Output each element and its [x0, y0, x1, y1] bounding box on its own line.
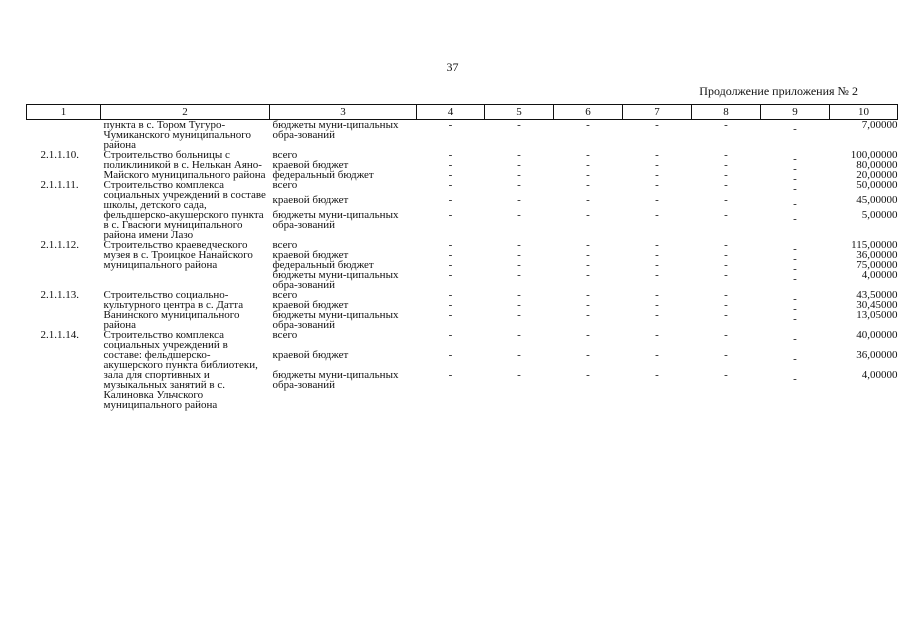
value-col-4: - [448, 259, 453, 271]
value-col-7: - [655, 194, 659, 206]
value-col-5: - [517, 149, 521, 161]
funding-source: краевой бюджет [272, 249, 349, 261]
value-col-9 [761, 195, 830, 210]
funding-source: федеральный бюджет [272, 169, 374, 181]
funding-source: бюджеты муни-ципальных обра-зований [272, 269, 399, 291]
value-col-5: - [517, 309, 521, 321]
value-col-7: - [655, 249, 659, 261]
value-col-9-text: - [793, 163, 797, 175]
page-number: 37 [446, 60, 459, 74]
value-total: 5,00000 [861, 209, 898, 221]
value-col-9 [761, 290, 830, 305]
value-col-6: - [586, 249, 590, 261]
value-col-8: - [724, 369, 728, 381]
value-col-4: - [448, 329, 453, 341]
value-col-9-text: - [793, 243, 797, 255]
value-col-8: - [724, 209, 728, 221]
value-col-8: - [724, 329, 728, 341]
value-col-6: - [586, 239, 590, 251]
header-cell: 8 [692, 105, 761, 120]
value-total: 40,00000 [856, 329, 898, 341]
value-total: 80,00000 [856, 159, 898, 171]
value-col-4: - [448, 289, 453, 301]
item-name: Строительство комплекса социальных учреждений в составе: фельдшерско-акушерского пункта библиотеки, зала для спортивных и музыкальных занятий в с. Калиновка Ульчского муниципального района [103, 329, 258, 411]
header-cell: 10 [830, 105, 898, 120]
value-col-5: - [517, 159, 521, 171]
funding-source: всего [272, 179, 298, 191]
value-col-4: - [448, 349, 453, 361]
table-row [27, 120, 898, 151]
value-col-4: - [448, 299, 453, 311]
header-cell: 5 [485, 105, 554, 120]
value-col-6: - [586, 369, 590, 381]
funding-source: краевой бюджет [272, 349, 349, 361]
item-number: 2.1.1.14. [40, 329, 79, 341]
value-total: 20,00000 [856, 169, 898, 181]
appendix-continuation-note: Продолжение приложения № 2 [699, 84, 858, 98]
table-row [27, 150, 898, 160]
value-col-8: - [724, 289, 728, 301]
item-number: 2.1.1.11. [40, 179, 79, 191]
value-col-9-text: - [793, 263, 797, 275]
value-col-5: - [517, 169, 521, 181]
value-col-4: - [448, 194, 453, 206]
item-number [27, 120, 101, 151]
value-total: 43,50000 [856, 289, 898, 301]
value-col-9-text: - [793, 253, 797, 265]
value-col-4: - [448, 249, 453, 261]
value-col-7: - [655, 259, 659, 271]
item-name: Строительство социально-культурного центра в с. Датта Ванинского муниципального района [103, 289, 244, 331]
value-col-8: - [724, 119, 728, 131]
header-cell: 2 [101, 105, 270, 120]
value-col-9 [761, 120, 830, 151]
value-col-4: - [448, 239, 453, 251]
value-total: 115,00000 [851, 239, 898, 251]
value-col-4: - [448, 309, 453, 321]
value-col-8: - [724, 194, 728, 206]
value-col-9-text: - [793, 273, 797, 285]
value-col-7: - [655, 119, 659, 131]
item-number: 2.1.1.12. [40, 239, 79, 251]
value-col-7: - [655, 239, 659, 251]
header-cell: 7 [623, 105, 692, 120]
value-col-4: - [448, 159, 453, 171]
value-col-7: - [655, 289, 659, 301]
value-col-7: - [655, 179, 659, 191]
value-col-8: - [724, 299, 728, 311]
value-col-9 [761, 270, 830, 290]
value-col-6: - [586, 159, 590, 171]
value-col-4: - [448, 179, 453, 191]
value-col-6: - [586, 329, 590, 341]
value-col-8: - [724, 349, 728, 361]
item-name: Строительство краеведческого музея в с. Троицкое Нанайского муниципального района [103, 239, 253, 271]
value-col-9-text: - [793, 373, 797, 385]
value-total: 13,05000 [856, 309, 898, 321]
funding-source: всего [272, 329, 298, 341]
value-col-9-text: - [793, 183, 797, 195]
value-total: 36,00000 [856, 349, 898, 361]
value-col-9-text: - [793, 173, 797, 185]
funding-source: всего [272, 149, 298, 161]
funding-source: бюджеты муни-ципальных обра-зований [272, 119, 399, 141]
value-col-9 [761, 350, 830, 370]
table-row [27, 240, 898, 250]
value-col-4: - [448, 149, 453, 161]
value-col-8: - [724, 309, 728, 321]
value-col-5: - [517, 249, 521, 261]
value-col-4: - [448, 169, 453, 181]
funding-source: краевой бюджет [272, 194, 349, 206]
funding-source: бюджеты муни-ципальных обра-зований [272, 309, 399, 331]
value-col-9 [761, 180, 830, 195]
table-row [27, 330, 898, 350]
value-col-5: - [517, 369, 521, 381]
value-col-9 [761, 240, 830, 255]
value-col-4: - [448, 269, 453, 281]
value-col-9-text: - [793, 353, 797, 365]
value-total: 45,00000 [856, 194, 898, 206]
value-col-9-text: - [793, 333, 797, 345]
header-cell: 9 [761, 105, 830, 120]
value-total: 50,00000 [856, 179, 898, 191]
value-col-8: - [724, 249, 728, 261]
item-number: 2.1.1.13. [40, 289, 79, 301]
value-col-9-text: - [793, 303, 797, 315]
value-col-5: - [517, 194, 521, 206]
value-col-9-text: - [793, 153, 797, 165]
funding-source: всего [272, 239, 298, 251]
funding-source: краевой бюджет [272, 299, 349, 311]
value-col-6: - [586, 299, 590, 311]
value-col-9-text: - [793, 198, 797, 210]
value-col-6: - [586, 119, 590, 131]
value-col-5: - [517, 179, 521, 191]
funding-source: федеральный бюджет [272, 259, 374, 271]
value-col-7: - [655, 299, 659, 311]
value-col-7: - [655, 209, 659, 221]
value-col-5: - [517, 259, 521, 271]
header-cell: 6 [554, 105, 623, 120]
value-col-7: - [655, 349, 659, 361]
value-total: 36,00000 [856, 249, 898, 261]
value-col-7: - [655, 369, 659, 381]
value-col-7: - [655, 329, 659, 341]
value-col-6: - [586, 289, 590, 301]
item-name: Строительство больницы с поликлиникой в с. Нелькан Аяно-Майского муниципального района [103, 149, 266, 181]
value-col-5: - [517, 329, 521, 341]
value-col-6: - [586, 349, 590, 361]
value-col-9-text: - [793, 293, 797, 305]
value-col-6: - [586, 169, 590, 181]
value-col-9 [761, 210, 830, 240]
header-cell: 3 [270, 105, 417, 120]
value-col-8: - [724, 169, 728, 181]
value-col-9-text: - [793, 313, 797, 325]
value-col-7: - [655, 169, 659, 181]
value-total: 7,00000 [861, 119, 898, 131]
funding-source: всего [272, 289, 298, 301]
funding-source: краевой бюджет [272, 159, 349, 171]
value-col-4: - [448, 369, 453, 381]
value-col-9 [761, 310, 830, 330]
value-col-5: - [517, 299, 521, 311]
item-name: Строительство комплекса социальных учреждений в составе школы, детского сада, фельдшерско-акушерского пункта в с. Гвасюги муниципального района имени Лазо [103, 179, 266, 241]
item-number: 2.1.1.10. [40, 149, 79, 161]
value-col-5: - [517, 269, 521, 281]
value-col-8: - [724, 179, 728, 191]
value-total: 4,00000 [861, 269, 898, 281]
value-col-5: - [517, 349, 521, 361]
value-total: 4,00000 [861, 369, 898, 381]
value-col-7: - [655, 159, 659, 171]
value-col-4: - [448, 209, 453, 221]
value-col-6: - [586, 309, 590, 321]
value-col-9-text: - [793, 213, 797, 225]
value-col-9 [761, 150, 830, 165]
value-col-5: - [517, 239, 521, 251]
value-col-6: - [586, 269, 590, 281]
value-col-6: - [586, 194, 590, 206]
value-col-8: - [724, 159, 728, 171]
value-col-5: - [517, 289, 521, 301]
value-col-7: - [655, 269, 659, 281]
table-row [27, 180, 898, 195]
value-col-5: - [517, 119, 521, 131]
value-col-9 [761, 370, 830, 410]
value-col-7: - [655, 149, 659, 161]
value-col-7: - [655, 309, 659, 321]
value-col-8: - [724, 269, 728, 281]
value-total: 30,45000 [856, 299, 898, 311]
value-total: 100,00000 [850, 149, 898, 161]
value-col-6: - [586, 149, 590, 161]
funding-source: бюджеты муни-ципальных обра-зований [272, 369, 399, 391]
item-name: пункта в с. Тором Тугуро-Чумиканского муниципального района [103, 119, 251, 151]
value-col-5: - [517, 209, 521, 221]
budget-table [26, 104, 898, 410]
header-row [27, 105, 898, 120]
value-col-6: - [586, 259, 590, 271]
value-total: 75,00000 [856, 259, 898, 271]
value-col-9 [761, 330, 830, 350]
value-col-8: - [724, 149, 728, 161]
table-body [27, 120, 898, 411]
value-col-4: - [448, 119, 453, 131]
value-col-8: - [724, 239, 728, 251]
value-col-6: - [586, 179, 590, 191]
funding-source: бюджеты муни-ципальных обра-зований [272, 209, 399, 231]
value-col-6: - [586, 209, 590, 221]
value-col-9-text: - [793, 123, 797, 135]
header-cell: 1 [27, 105, 101, 120]
table-row [27, 290, 898, 300]
value-col-8: - [724, 259, 728, 271]
header-cell: 4 [417, 105, 485, 120]
